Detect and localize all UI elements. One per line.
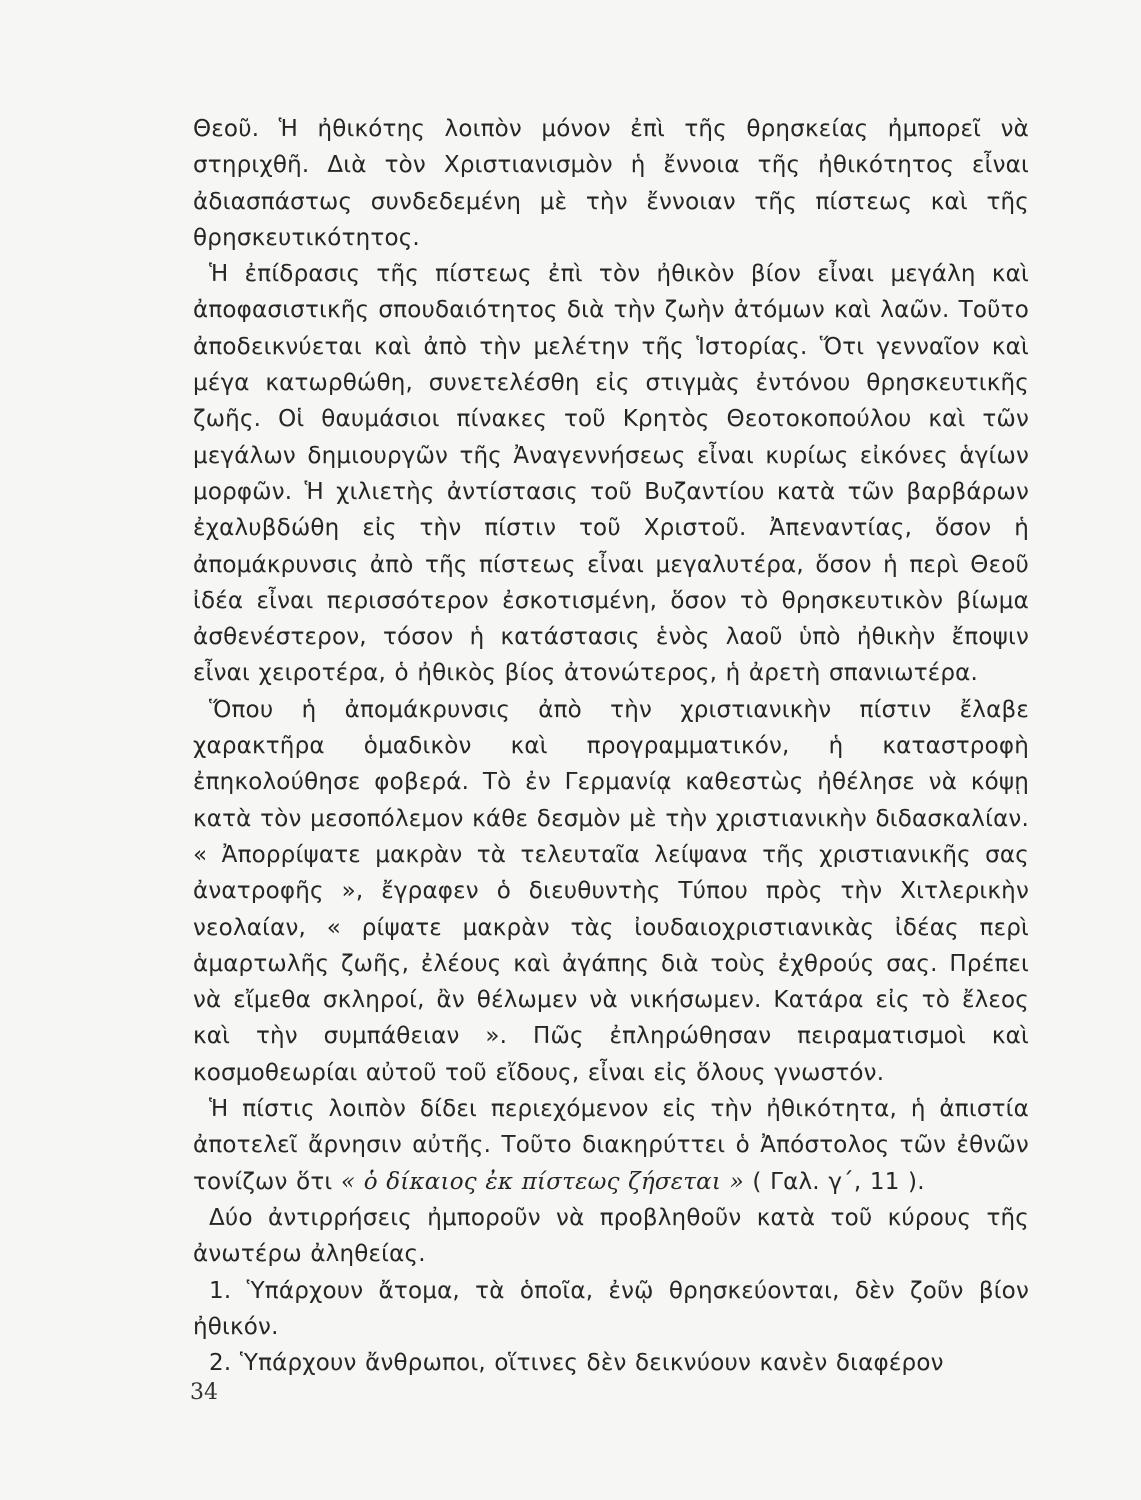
paragraph-2: Ἡ ἐπίδρασις τῆς πίστεως ἐπὶ τὸν ἠθικὸν βίον εἶναι μεγάλη καὶ ἀποφασιστικῆς σπουδαιότητος διὰ τὴν ζωὴν ἀτόμων καὶ λαῶν. Τοῦτο ἀποδεικνύεται καὶ ἀπὸ τὴν μελέτην τῆς Ἱστορίας. Ὅτι γενναῖον καὶ μέγα κατωρθώθη, συνετελέσθη εἰς στιγμὰς ἐντόνου θρησκευτικῆς ζωῆς. Οἱ θαυμάσιοι πίνακες τοῦ Κρητὸς Θεοτοκοπούλου καὶ τῶν μεγάλων δημιουργῶν τῆς Ἀναγεννήσεως εἶναι κυρίως εἰκόνες ἁγίων μορφῶν. Ἡ χιλιετὴς ἀντίστασις τοῦ Βυζαντίου κατὰ τῶν βαρβάρων ἐχαλυβδώθη εἰς τὴν πίστιν τοῦ Χριστοῦ. Ἀπεναντίας, ὅσον ἡ ἀπομάκρυνσις ἀπὸ τῆς πίστεως εἶναι μεγαλυτέρα, ὅσον ἡ περὶ Θεοῦ ἰδέα εἶναι περισσότερον ἐσκοτισμένη, ὅσον τὸ θρησκευτικὸν βίωμα ἀσθενέστερον, τόσον ἡ κατάστασις ἑνὸς λαοῦ ὑπὸ ἠθικὴν ἔποψιν εἶναι χειροτέρα, ὁ ἠθικὸς βίος ἀτονώτερος, ἡ ἀρετὴ σπανιωτέρα. — [193, 261, 1029, 687]
page-body-text — [193, 111, 1029, 1381]
paragraph-1: Θεοῦ. Ἡ ἠθικότης λοιπὸν μόνον ἐπὶ τῆς θρησκείας ἠμπορεῖ νὰ στηριχθῆ. Διὰ τὸν Χριστιανισμὸν ἡ ἔννοια τῆς ἠθικότητος εἶναι ἀδιασπάστως συνδεδεμένη μὲ τὴν ἔννοιαν τῆς πίστεως καὶ τῆς θρησκευτικότητος. — [193, 116, 1029, 251]
scripture-reference: ( Γαλ. γ΄, 11 ). — [743, 1168, 925, 1195]
paragraph-3: Ὅπου ἡ ἀπομάκρυνσις ἀπὸ τὴν χριστιανικὴν πίστιν ἔλαβε χαρακτῆρα ὁμαδικὸν καὶ προγραμματικόν, ἡ καταστροφὴ ἐπηκολούθησε φοβερά. Τὸ ἐν Γερμανίᾳ καθεστὼς ἠθέλησε νὰ κόψῃ κατὰ τὸν μεσοπόλεμον κάθε δεσμὸν μὲ τὴν χριστιανικὴν διδασκαλίαν. « Ἀπορρίψατε μακρὰν τὰ τελευταῖα λείψανα τῆς χριστιανικῆς σας ἀνατροφῆς », ἔγραφεν ὁ διευθυντὴς Τύπου πρὸς τὴν Χιτλερικὴν νεολαίαν, « ρίψατε μακρὰν τὰς ἰουδαιοχριστιανικὰς ἰδέας περὶ ἁμαρτωλῆς ζωῆς, ἐλέους καὶ ἀγάπης διὰ τοὺς ἐχθρούς σας. Πρέπει νὰ εἴμεθα σκληροί, ἂν θέλωμεν νὰ νικήσωμεν. Κατάρα εἰς τὸ ἔλεος καὶ τὴν συμπάθειαν ». Πῶς ἐπληρώθησαν πειραματισμοὶ καὶ κοσμοθεωρίαι αὐτοῦ τοῦ εἴδους, εἶναι εἰς ὅλους γνωστόν. — [193, 696, 1029, 1086]
page-number: 34 — [190, 1380, 218, 1405]
scripture-quote: « ὁ δίκαιος ἐκ πίστεως ζήσεται » — [340, 1168, 744, 1195]
paragraph-4 — [193, 1091, 1029, 1200]
paragraph-5: Δύο ἀντιρρήσεις ἠμποροῦν νὰ προβληθοῦν κατὰ τοῦ κύρους τῆς ἀνωτέρω ἀληθείας. — [193, 1204, 1029, 1268]
paragraph-4-text-before: Ἡ πίστις λοιπὸν δίδει περιεχόμενον εἰς τὴν ἠθικότητα, ἡ ἀπιστία ἀποτελεῖ ἄρνησιν αὐτῆς. Τοῦτο διακηρύττει ὁ Ἀπόστολος τῶν ἐθνῶν τονίζων ὅτι — [193, 1096, 1029, 1195]
list-item-1: 1. Ὑπάρχουν ἄτομα, τὰ ὁποῖα, ἐνῷ θρησκεύονται, δὲν ζοῦν βίον ἠθικόν. — [193, 1277, 1029, 1340]
list-item-2: 2. Ὑπάρχουν ἄνθρωποι, οἵτινες δὲν δεικνύουν κανὲν διαφέρον — [209, 1350, 944, 1377]
